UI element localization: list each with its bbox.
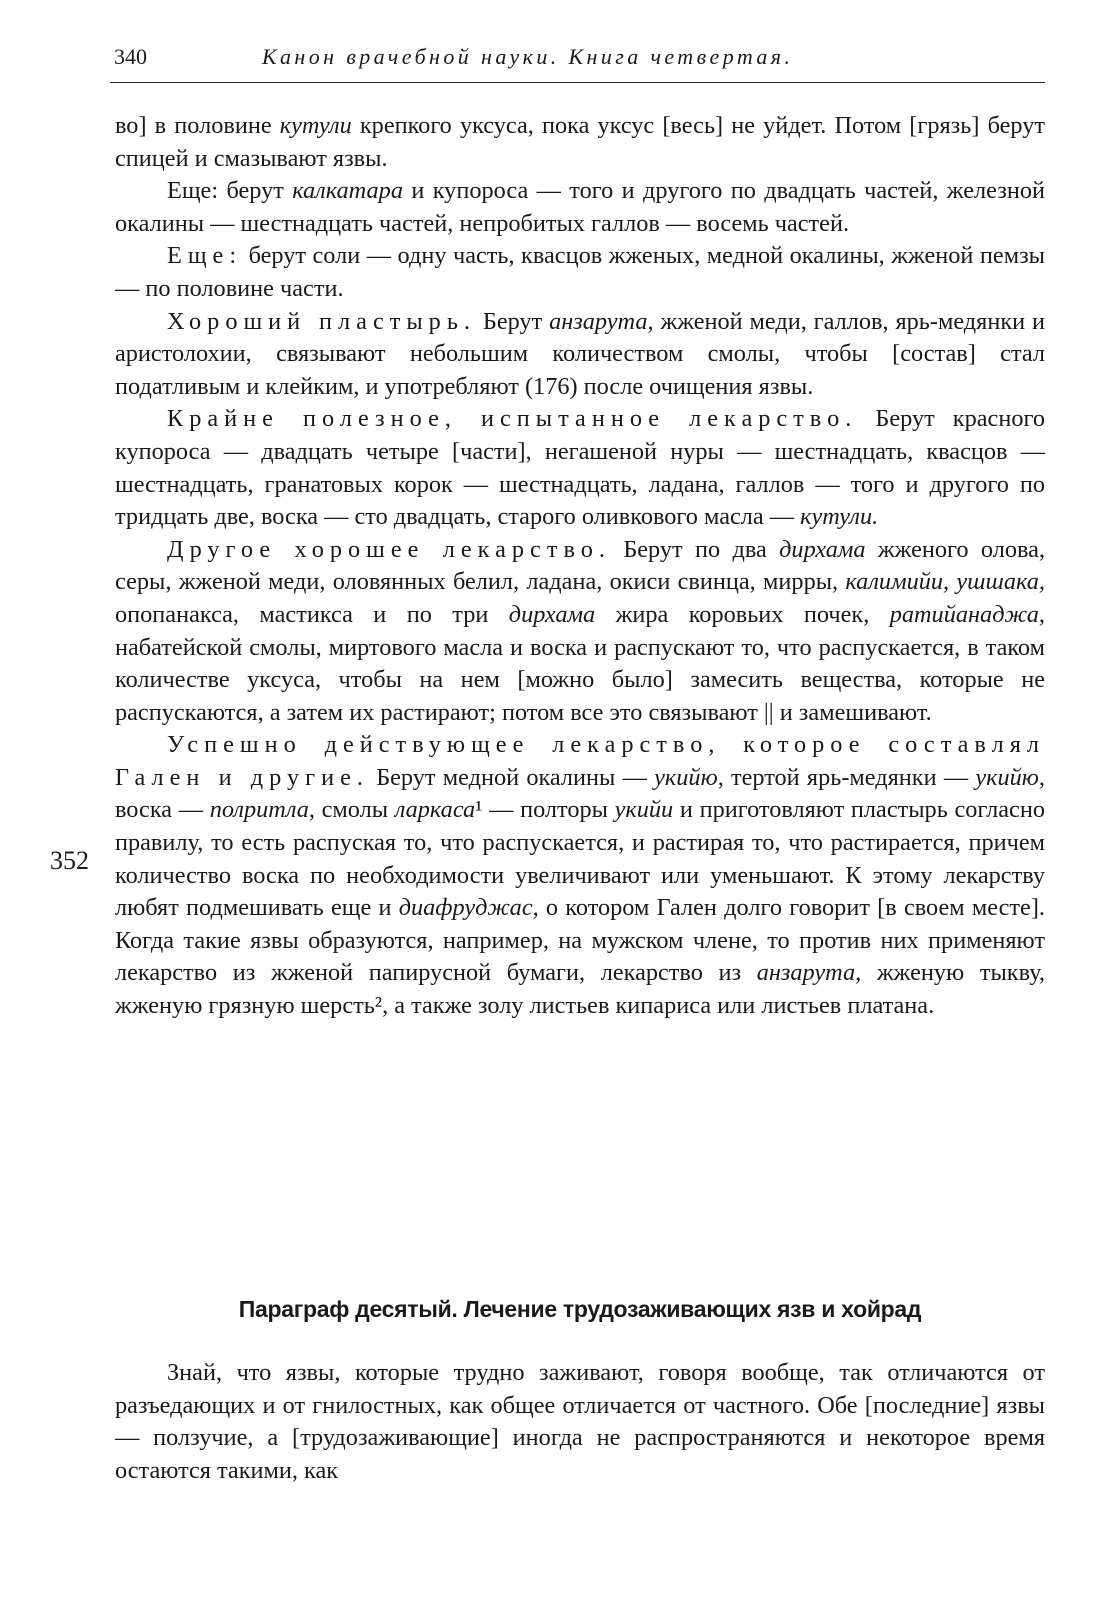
margin-page-reference: 352 [50, 846, 89, 875]
paragraph [115, 1357, 1045, 1487]
running-title: Канон врачебной науки. Книга четвертая. [262, 44, 794, 69]
italic-term: укийю, [654, 763, 724, 791]
text-run: и приготовляют пластырь согласно правилу, то есть распуская то, что распускается, и растирая то, что растирается, причем количество воска по необходимости увеличивают или уменьшают. К этому лекарству любят подмешивать еще и [115, 796, 1045, 922]
italic-term: полритла, [209, 796, 315, 824]
text-run: крепкого уксуса, пока уксус [весь] не уйдет. Потом [грязь] берут спицей и смазывают язвы. [115, 112, 1045, 172]
italic-term: кутули. [800, 503, 879, 531]
section-body-text [115, 1357, 1045, 1487]
text-run: Знай, что язвы, которые трудно заживают, говоря вообще, так отличаются от разъедающих и от гнилостных, как общее отличается от частного. Обе [последние] язвы — ползучие, а [трудозаживающие] иногда не распространяются и некоторое время остаются такими, как [115, 1359, 1045, 1484]
italic-term: дирхама [508, 600, 596, 628]
spaced-heading: Успешно действующее лекарство, которое составлял Гален и другие. [115, 731, 1045, 791]
italic-term: ларкаса [394, 796, 476, 824]
text-run: жженой меди, галлов, ярь-медянки и аристолохии, связывают небольшим количеством смолы, чтобы [состав] стал податливым и клейким, и употребляют (176) после очищения язвы. [115, 307, 1046, 400]
text-run: набатейской смолы, миртового масла и воска и распускают то, что распускается, в таком количестве уксуса, чтобы на нем [можно было] замесить вещества, которые не распускаются, а затем их растирают; потом все это связывают || и замешивают. [115, 633, 1045, 726]
paragraph [115, 729, 1045, 1022]
paragraph [115, 534, 1045, 730]
spaced-heading: Еще: [167, 242, 243, 270]
text-run: жженого олова, серы, жженой меди, оловянных белил, ладана, окиси свинца, мирры, [115, 535, 1045, 596]
text-run: воска — [115, 796, 210, 824]
text-run: опопанакса, мастикса и по три [115, 600, 509, 628]
paragraph [115, 175, 1045, 240]
italic-term: анзарута, [549, 307, 654, 335]
text-run: Берут красного купороса — двадцать четыре [части], негашеной нуры — шестнадцать, квасцов — шестнадцать, гранатовых корок — шестнадцать, ладана, галлов — того и другого по тридцать две, воска — сто двадцать, старого оливкового масла — [115, 405, 1045, 531]
italic-term: калимийи, ушшака, [845, 568, 1045, 596]
paragraph [115, 403, 1045, 533]
text-run: берут соли — одну часть, квасцов жженых, медной окалины, жженой пемзы — по половине части. [115, 242, 1045, 302]
text-run: смолы [314, 796, 395, 824]
italic-term: кутули [279, 112, 352, 139]
text-run: тертой ярь-медянки — [723, 763, 976, 791]
spaced-heading: Хороший пластырь. [167, 307, 476, 335]
italic-term: дирхама [779, 535, 866, 563]
text-run: о котором Гален долго говорит [в своем месте]. Когда такие язвы образуются, например, на мужском члене, то против них применяют лекарство из жженой папирусной бумаги, лекарство из [115, 894, 1046, 987]
paragraph [115, 306, 1045, 404]
text-run: Берут медной окалины — [368, 763, 655, 791]
italic-term: анзарута, [756, 959, 862, 987]
italic-term: укийю, [975, 763, 1045, 791]
spaced-heading: Крайне полезное, испытанное лекарство. [167, 405, 858, 433]
paragraph [115, 240, 1045, 305]
running-head [110, 44, 1045, 83]
italic-term: калкатара [292, 177, 403, 205]
italic-term: укийи [614, 796, 674, 824]
body-text [115, 110, 1045, 1023]
page-number: 340 [114, 44, 147, 69]
paragraph [115, 110, 1045, 175]
text-run: Берут по два [610, 535, 780, 563]
spaced-heading: Другое хорошее лекарство. [167, 535, 611, 563]
text-run: и купороса — того и другого по двадцать частей, железной окалины — шестнадцать частей, непробитых галлов — восемь частей. [115, 177, 1046, 237]
italic-term: ратийанаджа, [889, 600, 1045, 628]
section-heading: Параграф десятый. Лечение трудозаживающих язв и хойрад [238, 1296, 922, 1322]
italic-term: диафруджас, [398, 894, 539, 922]
text-run: жженую тыкву, жженую грязную шерсть², а также золу листьев кипариса или листьев платана. [115, 959, 1045, 1020]
text-run: жира коровьих почек, [595, 600, 890, 628]
text-run: Еще: берут [167, 177, 293, 205]
text-run: во] в половине [115, 112, 280, 139]
text-run: ¹ — полторы [475, 796, 615, 824]
text-run: Берут [476, 307, 550, 335]
